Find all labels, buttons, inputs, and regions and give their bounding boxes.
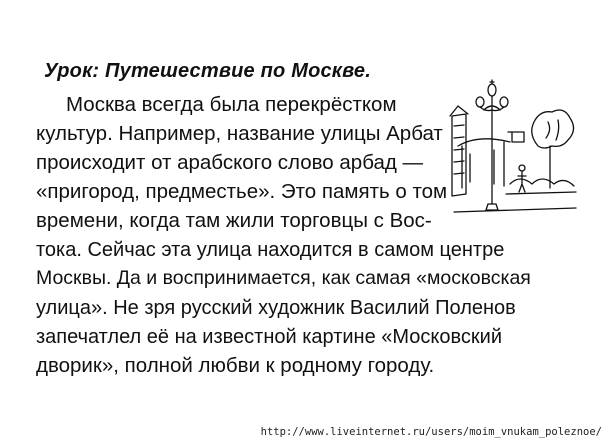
- text-line-7: Москвы. Да и воспринимается, как самая «московская: [36, 267, 531, 289]
- text-line-1: Москва всегда была перекрёстком: [66, 93, 397, 116]
- text-line-5: времени, когда там жили торговцы с Вос-: [36, 209, 432, 232]
- text-line-2: культур. Например, название улицы Арбат: [36, 122, 443, 145]
- street-lamp-illustration: [448, 76, 578, 226]
- source-watermark-url: http://www.liveinternet.ru/users/moim_vnukam_poleznoe/: [260, 426, 602, 438]
- text-line-10: дворик», полной любви к родному городу.: [36, 354, 435, 377]
- text-line-9: запечатлел её на известной картине «Московский: [36, 326, 502, 348]
- text-line-3: происходит от арабского слово арбад —: [36, 151, 424, 174]
- text-line-6: тока. Сейчас эта улица находится в самом центре: [36, 239, 505, 261]
- text-line-8: улица». Не зря русский художник Василий Поленов: [36, 297, 516, 319]
- text-line-4: «пригород, предместье». Это память о том: [36, 180, 448, 203]
- lesson-title: Урок: Путешествие по Москве.: [44, 60, 372, 82]
